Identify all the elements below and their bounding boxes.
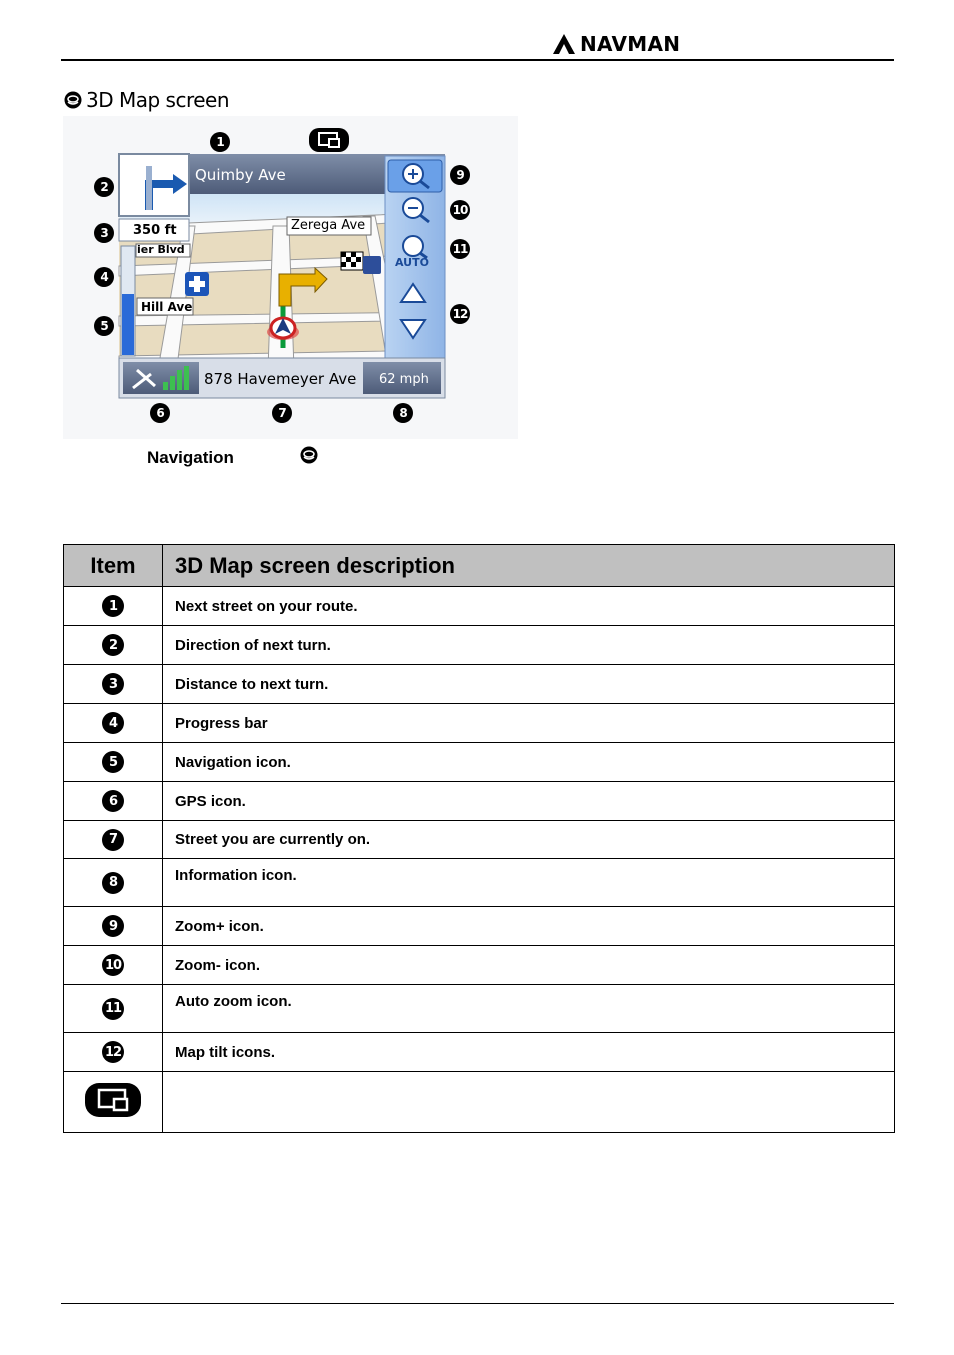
callout-2: 2 xyxy=(94,177,114,197)
callout-6: 6 xyxy=(150,403,170,423)
callout-11: 11 xyxy=(450,239,470,259)
item-number-badge: 8 xyxy=(102,872,124,894)
callout-4: 4 xyxy=(94,267,114,287)
row-description: Direction of next turn. xyxy=(163,626,895,665)
row-description: Zoom- icon. xyxy=(163,946,895,985)
row-description: Distance to next turn. xyxy=(163,665,895,704)
3d-map-icon xyxy=(64,91,82,109)
callout-10: 10 xyxy=(450,200,470,220)
brand-logo xyxy=(552,32,680,56)
callout-1: 1 xyxy=(210,132,230,152)
table-row xyxy=(64,859,895,907)
map-next-street: Quimby Ave xyxy=(195,166,286,184)
callout-12: 12 xyxy=(450,304,470,324)
screen-toggle-icon xyxy=(85,1083,141,1117)
row-description: Information icon. xyxy=(163,859,895,907)
row-description: Navigation icon. xyxy=(163,743,895,782)
map-street-zerega: Zerega Ave xyxy=(291,218,366,233)
table-row xyxy=(64,907,895,946)
section-title: 3D Map screen xyxy=(86,88,230,112)
map-current-street: 878 Havemeyer Ave xyxy=(204,370,357,388)
figure-caption: Navigation xyxy=(147,448,234,467)
table-row xyxy=(64,704,895,743)
callout-8: 8 xyxy=(393,403,413,423)
item-number-badge: 10 xyxy=(102,954,124,976)
header-description: 3D Map screen description xyxy=(163,545,895,587)
map-auto-label: AUTO xyxy=(395,256,429,269)
item-number-badge: 11 xyxy=(102,998,124,1020)
item-number-badge: 12 xyxy=(102,1041,124,1063)
row-description: Progress bar xyxy=(163,704,895,743)
table-row xyxy=(64,665,895,704)
item-number-badge: 7 xyxy=(102,829,124,851)
map-screen-figure xyxy=(63,116,518,439)
3d-map-icon xyxy=(300,446,318,464)
table-row xyxy=(64,782,895,821)
table-row xyxy=(64,743,895,782)
row-description: Map tilt icons. xyxy=(163,1033,895,1072)
row-description: Next street on your route. xyxy=(163,587,895,626)
row-description xyxy=(163,1072,895,1133)
header-rule xyxy=(61,59,894,61)
item-number-badge: 1 xyxy=(102,595,124,617)
table-row xyxy=(64,1072,895,1133)
item-number-badge: 9 xyxy=(102,915,124,937)
map-street-blvd: ier Blvd xyxy=(137,243,185,256)
description-table xyxy=(63,544,895,1133)
callout-3: 3 xyxy=(94,223,114,243)
table-row xyxy=(64,985,895,1033)
table-header-row xyxy=(64,545,895,587)
map-screenshot xyxy=(63,116,518,439)
map-street-hill: Hill Ave xyxy=(141,300,193,314)
item-number-badge: 5 xyxy=(102,751,124,773)
callout-7: 7 xyxy=(272,403,292,423)
table-row xyxy=(64,626,895,665)
section-heading xyxy=(64,88,229,112)
item-number-badge: 2 xyxy=(102,634,124,656)
callout-5: 5 xyxy=(94,316,114,336)
map-speed: 62 mph xyxy=(379,372,429,387)
row-description: GPS icon. xyxy=(163,782,895,821)
footer-rule xyxy=(61,1303,894,1304)
table-row xyxy=(64,587,895,626)
item-number-badge: 6 xyxy=(102,790,124,812)
screen-toggle-icon xyxy=(309,128,349,152)
row-description: Auto zoom icon. xyxy=(163,985,895,1033)
table-row xyxy=(64,821,895,859)
navman-logo-icon xyxy=(552,33,576,55)
row-description: Zoom+ icon. xyxy=(163,907,895,946)
header-item: Item xyxy=(64,545,163,587)
table-row xyxy=(64,946,895,985)
brand-name: NAVMAN xyxy=(580,32,681,56)
callout-9: 9 xyxy=(450,165,470,185)
item-number-badge: 3 xyxy=(102,673,124,695)
item-number-badge: 4 xyxy=(102,712,124,734)
table-row xyxy=(64,1033,895,1072)
row-description: Street you are currently on. xyxy=(163,821,895,859)
map-distance: 350 ft xyxy=(133,223,177,238)
